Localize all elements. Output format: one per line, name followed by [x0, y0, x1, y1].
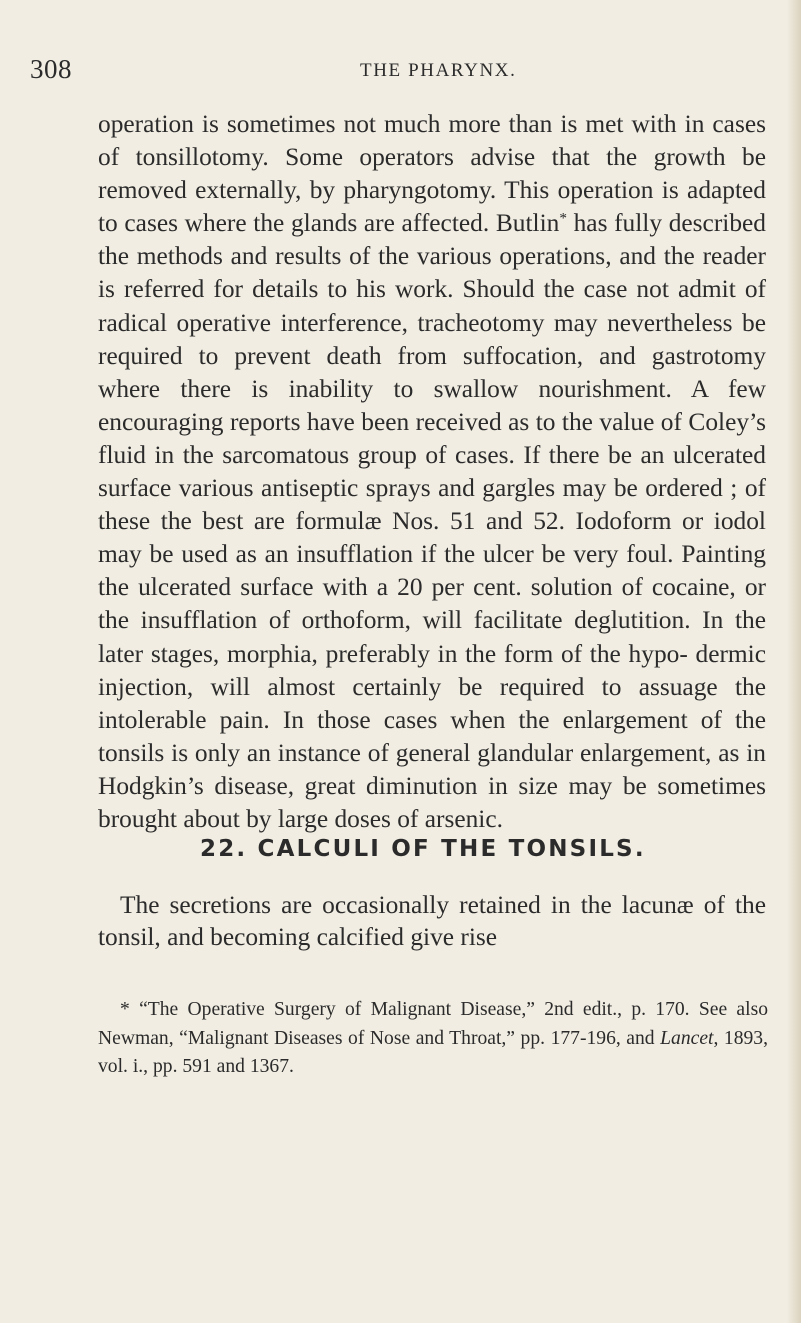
running-head: THE PHARYNX. [360, 60, 517, 81]
page-edge-shadow [787, 0, 801, 1323]
footnote-text-part-1: * “The Operative Surgery of Malignant Disease,” 2nd edit., p. 170. See also Newman, “Malignant Diseases of Nose and Throat,” pp. 177-196, and [98, 999, 768, 1049]
footnote [98, 996, 768, 1082]
body-paragraph-part-1: operation is sometimes not much more than is met with in cases of tonsillotomy. Some operators advise that the growth be removed externally, by pharyngotomy. This operation is adapted to cases where the glands are affected. Butlin [98, 110, 766, 238]
section-text [98, 889, 766, 953]
section-paragraph: The secretions are occasionally retained in the lacunæ of the tonsil, and becoming calcified give rise [98, 891, 766, 951]
footnote-marker: * [559, 209, 567, 227]
body-paragraph [98, 108, 766, 836]
footnote-journal-title: Lancet [660, 1027, 714, 1049]
page-header [30, 54, 770, 94]
footnote-paragraph [98, 996, 768, 1082]
body-text [98, 108, 766, 836]
section-heading: 22. CALCULI OF THE TONSILS. [200, 836, 646, 862]
footnote-text-part-2: , 1893, vol. i., pp. 591 and 1367. [98, 1027, 768, 1077]
body-paragraph-part-2: has fully described the methods and results of the various operations, and the reader is referred for details to his work. Should the case not admit of radical operative interference, tracheotomy may nevertheless be required to prevent death from suffocation, and gastrotomy where there is inability to swallow nourishment. A few encouraging reports have been received as to the value of Coley’s fluid in the sarcomatous group of cases. If there be an ulcerated surface various antiseptic sprays and gargles may be ordered ; of these the best are formulæ Nos. 51 and 52. Iodoform or iodol may be used as an insufflation if the ulcer be very foul. Painting the ulcerated surface with a 20 per cent. solution of cocaine, or the insufflation of orthoform, will facilitate deglutition. In the later stages, morphia, preferably in the form of the hypo- dermic injection, will almost certainly be required to assuage the intolerable pain. In those cases when the enlargement of the tonsils is only an instance of general glandular enlargement, as in Hodgkin’s disease, great diminution in size may be sometimes brought about by large doses of arsenic. [98, 209, 766, 833]
page-number: 308 [30, 54, 72, 84]
